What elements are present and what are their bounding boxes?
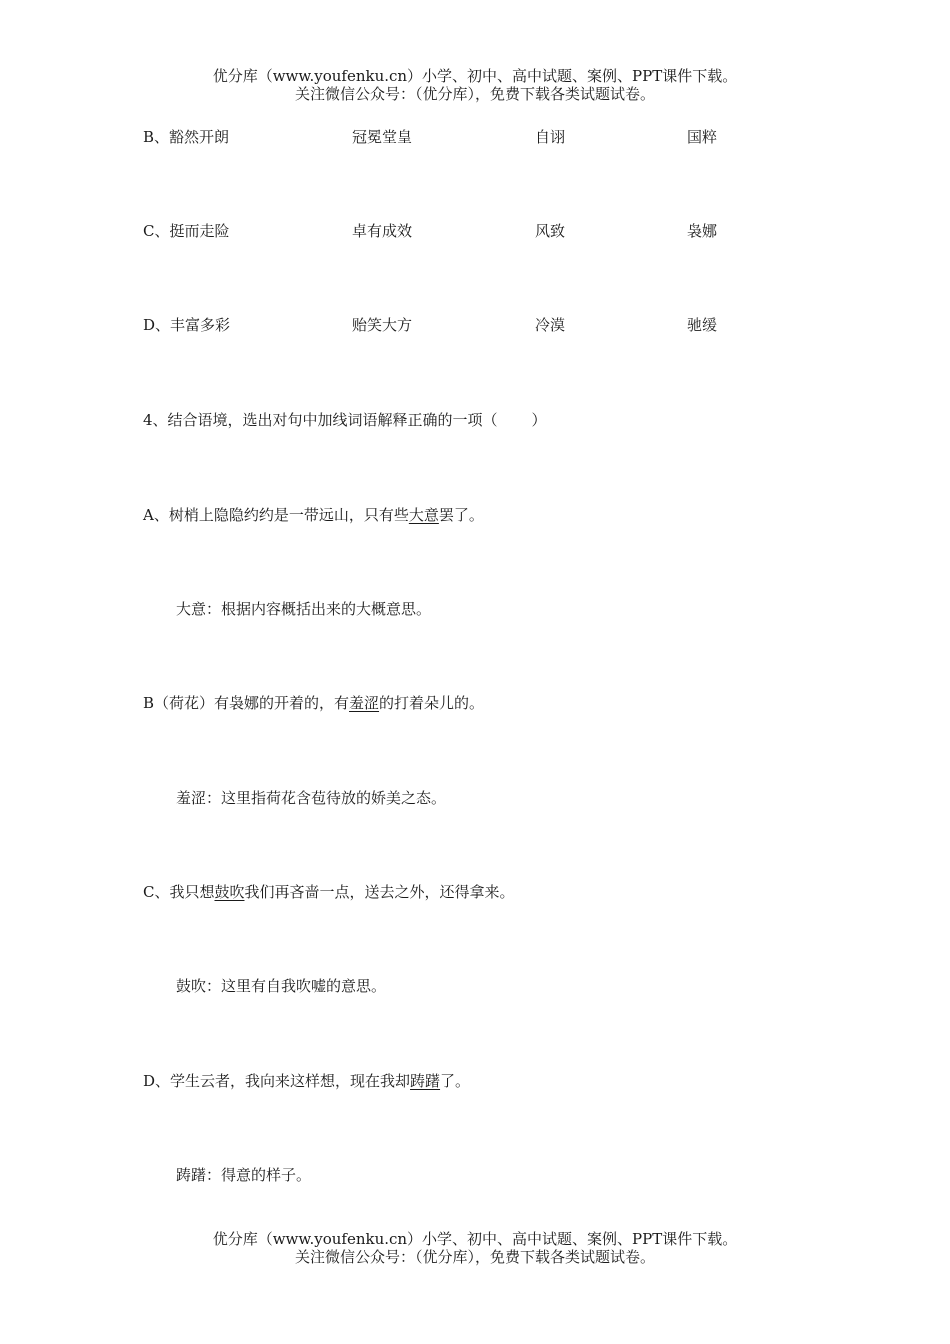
option-c-explanation: 鼓吹：这里有自我吹嘘的意思。 [176,977,387,995]
question-4-stem [143,410,547,430]
option-row-d [0,315,950,335]
question-4-close-paren: ） [531,411,547,429]
option-c-word-2: 卓有成效 [352,222,413,240]
option-d-word-1: D、丰富多彩 [143,316,231,334]
option-b-word-3: 自诩 [535,128,566,146]
footer-line-2: 关注微信公众号：（优分库），免费下载各类试题试卷。 [294,1248,655,1266]
option-c-word-1: C、挺而走险 [143,222,230,240]
page-footer [0,1230,950,1266]
option-a-underlined-word: 大意 [408,506,439,524]
option-b-explanation: 羞涩：这里指荷花含苞待放的娇美之态。 [176,789,447,807]
page-header [0,67,950,103]
option-a-sentence [143,505,484,525]
option-a-post: 罢了。 [438,506,484,524]
option-d-word-4: 驰缓 [687,316,718,334]
option-c-underlined-word: 鼓吹 [214,883,245,901]
option-b-underlined-word: 羞涩 [349,694,380,712]
footer-line-1: 优分库（www.youfenku.cn）小学、初中、高中试题、案例、PPT课件下载。 [212,1230,738,1248]
option-d-sentence [143,1071,470,1091]
option-a-pre: A、树梢上隐隐约约是一带远山，只有些 [143,506,409,524]
option-row-c [0,221,950,241]
option-c-word-3: 风致 [535,222,566,240]
option-a-explanation: 大意：根据内容概括出来的大概意思。 [176,600,432,618]
header-line-1: 优分库（www.youfenku.cn）小学、初中、高中试题、案例、PPT课件下载。 [212,67,738,85]
option-d-pre: D、学生云者，我向来这样想，现在我却 [143,1072,411,1090]
option-b-word-4: 国粹 [687,128,718,146]
option-row-b [0,127,950,147]
option-b-pre: B（荷花）有袅娜的开着的，有 [143,694,350,712]
option-c-sentence [143,882,515,902]
option-b-post: 的打着朵儿的。 [379,694,485,712]
option-d-word-3: 冷漠 [535,316,566,334]
option-b-sentence [143,693,484,713]
header-line-2: 关注微信公众号：（优分库），免费下载各类试题试卷。 [294,85,655,103]
option-b-word-1: B、豁然开朗 [143,128,230,146]
option-d-explanation: 踌躇：得意的样子。 [176,1166,312,1184]
option-d-word-2: 贻笑大方 [352,316,413,334]
question-4-text: 4、结合语境，选出对句中加线词语解释正确的一项（ [143,411,498,429]
option-c-word-4: 袅娜 [687,222,718,240]
option-d-underlined-word: 踌躇 [410,1072,441,1090]
option-d-post: 了。 [440,1072,471,1090]
option-b-word-2: 冠冕堂皇 [352,128,413,146]
option-c-post: 我们再吝啬一点，送去之外，还得拿来。 [244,883,515,901]
option-c-pre: C、我只想 [143,883,215,901]
